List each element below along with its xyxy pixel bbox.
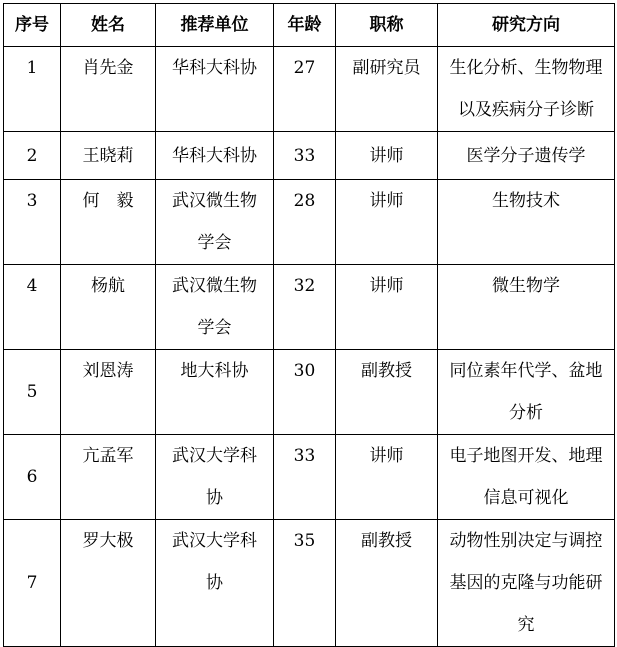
- cell-no: 5: [4, 350, 61, 435]
- cell-name: 罗大极: [61, 520, 156, 647]
- table-row: [4, 520, 615, 647]
- header-title: 职称: [336, 4, 438, 47]
- header-no: 序号: [4, 4, 61, 47]
- cell-age: 30: [274, 350, 336, 435]
- cell-no: 6: [4, 435, 61, 520]
- cell-unit: 武汉大学科协: [156, 435, 274, 520]
- cell-title: 副研究员: [336, 47, 438, 132]
- header-name: 姓名: [61, 4, 156, 47]
- cell-field: 生物技术: [438, 180, 615, 265]
- table-row: [4, 265, 615, 350]
- cell-unit: 武汉微生物学会: [156, 265, 274, 350]
- cell-title: 讲师: [336, 265, 438, 350]
- cell-unit: 武汉大学科协: [156, 520, 274, 647]
- cell-unit: 武汉微生物学会: [156, 180, 274, 265]
- table-row: [4, 47, 615, 132]
- cell-name: 王晓莉: [61, 132, 156, 180]
- header-field: 研究方向: [438, 4, 615, 47]
- header-unit: 推荐单位: [156, 4, 274, 47]
- cell-age: 27: [274, 47, 336, 132]
- cell-unit: 地大科协: [156, 350, 274, 435]
- cell-no: 7: [4, 520, 61, 647]
- header-row: [4, 4, 615, 47]
- cell-age: 33: [274, 435, 336, 520]
- cell-field: 微生物学: [438, 265, 615, 350]
- cell-age: 35: [274, 520, 336, 647]
- cell-title: 讲师: [336, 180, 438, 265]
- cell-title: 讲师: [336, 132, 438, 180]
- researcher-table: [3, 3, 615, 647]
- table-row: [4, 132, 615, 180]
- cell-no: 3: [4, 180, 61, 265]
- cell-age: 28: [274, 180, 336, 265]
- cell-age: 32: [274, 265, 336, 350]
- table-row: [4, 350, 615, 435]
- table-row: [4, 180, 615, 265]
- header-age: 年龄: [274, 4, 336, 47]
- cell-name: 杨航: [61, 265, 156, 350]
- cell-title: 副教授: [336, 350, 438, 435]
- cell-no: 2: [4, 132, 61, 180]
- cell-field: 动物性别决定与调控基因的克隆与功能研究: [438, 520, 615, 647]
- cell-field: 生化分析、生物物理以及疾病分子诊断: [438, 47, 615, 132]
- cell-name: 何 毅: [61, 180, 156, 265]
- cell-field: 医学分子遗传学: [438, 132, 615, 180]
- cell-no: 1: [4, 47, 61, 132]
- cell-field: 同位素年代学、盆地分析: [438, 350, 615, 435]
- cell-age: 33: [274, 132, 336, 180]
- cell-field: 电子地图开发、地理信息可视化: [438, 435, 615, 520]
- cell-title: 讲师: [336, 435, 438, 520]
- cell-unit: 华科大科协: [156, 132, 274, 180]
- table-row: [4, 435, 615, 520]
- cell-unit: 华科大科协: [156, 47, 274, 132]
- cell-name: 肖先金: [61, 47, 156, 132]
- cell-title: 副教授: [336, 520, 438, 647]
- cell-name: 亢孟军: [61, 435, 156, 520]
- cell-name: 刘恩涛: [61, 350, 156, 435]
- cell-no: 4: [4, 265, 61, 350]
